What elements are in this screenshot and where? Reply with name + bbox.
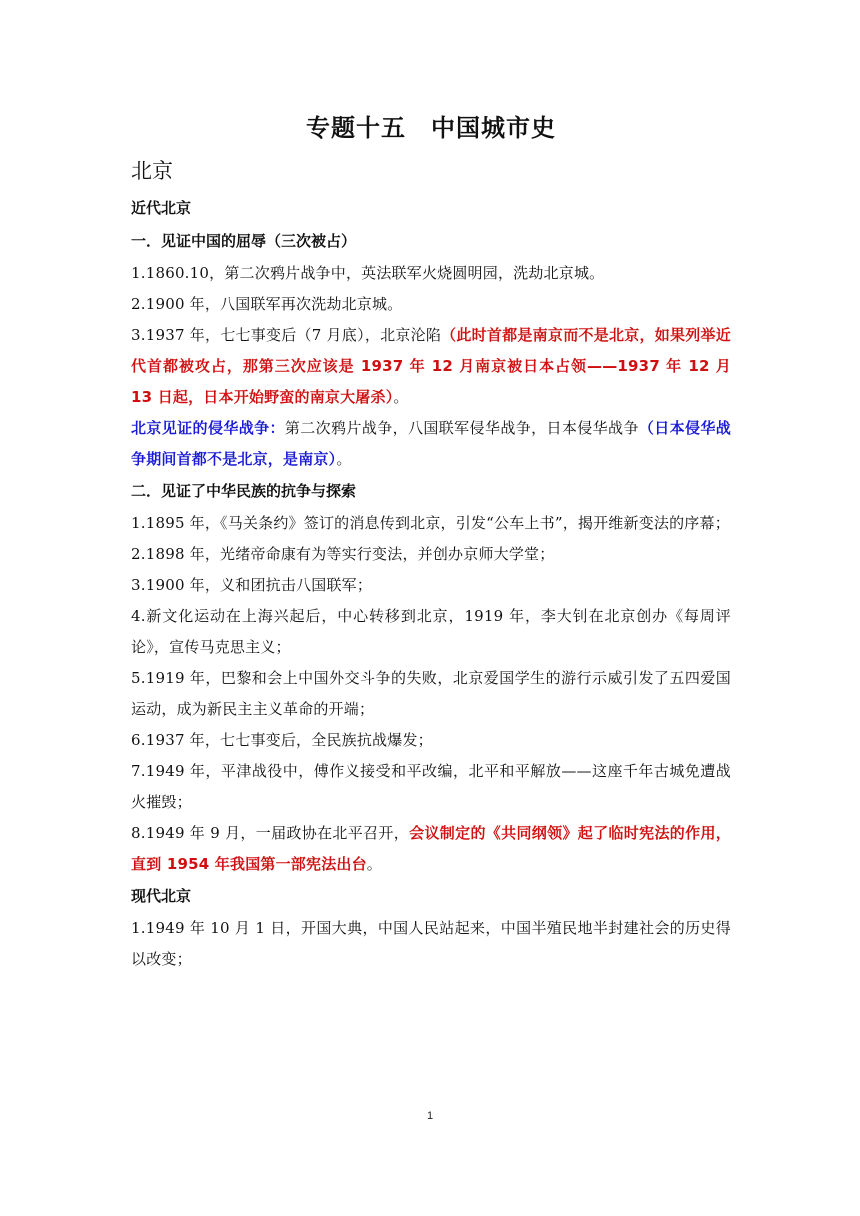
- part1-item-3-text: 3.1937 年，七七事变后（7 月底），北京沦陷: [131, 326, 442, 344]
- document-body: [131, 110, 731, 975]
- part2-item-1: 1.1895 年，《马关条约》签订的消息传到北京，引发“公车上书”，揭开维新变法的序幕；: [131, 514, 730, 532]
- part2-item-8-text: 8.1949 年 9 月，一届政协在北平召开，: [131, 824, 410, 842]
- part2-item-5: 5.1919 年，巴黎和会上中国外交斗争的失败，北京爱国学生的游行示威引发了五四爱国运动，成为新民主主义革命的开端；: [131, 669, 731, 718]
- part1-item-3: [131, 320, 731, 413]
- part2-item-4: 4.新文化运动在上海兴起后，中心转移到北京，1919 年，李大钊在北京创办《每周评论》，宣传马克思主义；: [131, 607, 731, 656]
- wars-label: 北京见证的侵华战争：: [131, 419, 285, 437]
- part2-item-3: 3.1900 年，义和团抗击八国联军；: [131, 576, 373, 594]
- section-heading-modern: 现代北京: [131, 887, 192, 905]
- wars-note: （日本侵华战争期间首都不是北京，是南京）: [131, 419, 731, 468]
- page-title: 专题十五 中国城市史: [306, 114, 556, 142]
- modern-item-1: 1.1949 年 10 月 1 日，开国大典，中国人民站起来，中国半殖民地半封建社会的历史得以改变；: [131, 919, 731, 968]
- part1-item-3-end: 。: [393, 388, 409, 406]
- part2-item-8-note: 会议制定的《共同纲领》起了临时宪法的作用，直到 1954 年我国第一部宪法出台: [131, 824, 732, 873]
- part1-item-1: 1.1860.10，第二次鸦片战争中，英法联军火烧圆明园，洗劫北京城。: [131, 264, 605, 282]
- part1-item-3-note: （此时首都是南京而不是北京，如果列举近代首都被攻占，那第三次应该是 1937 年 12 月南京被日本占领——1937 年 12 月 13 日起，日本开始野蛮的南京大屠杀）: [131, 326, 731, 406]
- city-heading: 北京: [131, 159, 173, 183]
- part2-item-8-end: 。: [366, 855, 382, 873]
- part2-item-8: [131, 818, 731, 880]
- part1-item-2: 2.1900 年，八国联军再次洗劫北京城。: [131, 295, 403, 313]
- part2-item-2: 2.1898 年，光绪帝命康有为等实行变法，并创办京师大学堂；: [131, 545, 555, 563]
- section-heading-modern-early: 近代北京: [131, 199, 192, 217]
- wars-text: 第二次鸦片战争，八国联军侵华战争，日本侵华战争: [284, 419, 639, 437]
- part2-heading: 二．见证了中华民族的抗争与探索: [131, 482, 357, 500]
- page-number: 1: [426, 1110, 434, 1122]
- part1-heading: 一．见证中国的屈辱（三次被占）: [131, 232, 357, 250]
- part2-item-7: 7.1949 年，平津战役中，傅作义接受和平改编，北平和平解放——这座千年古城免遭战火摧毁；: [131, 762, 731, 811]
- wars-end: 。: [336, 450, 352, 468]
- part2-item-6: 6.1937 年，七七事变后，全民族抗战爆发；: [131, 731, 433, 749]
- wars-paragraph: [131, 413, 731, 475]
